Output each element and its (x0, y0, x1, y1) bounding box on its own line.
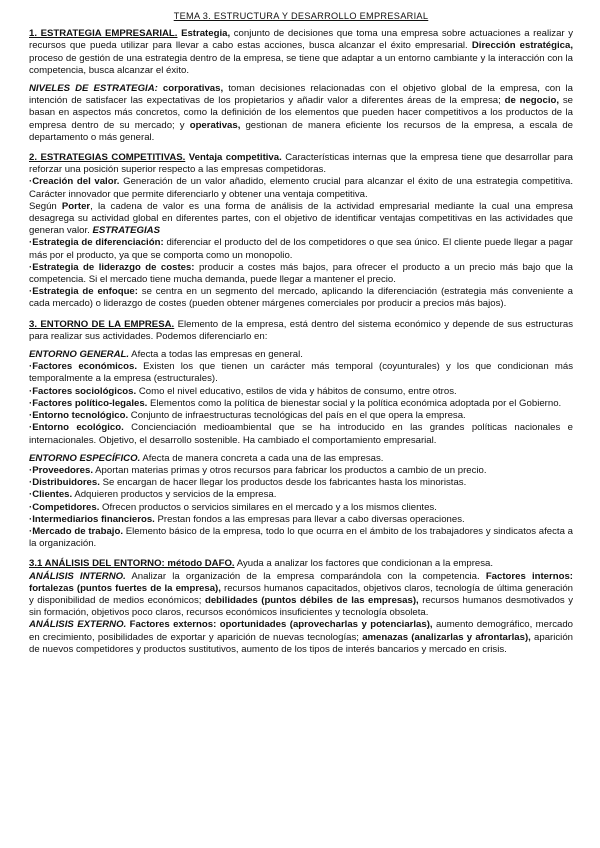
distribuidores-term: ·Distribuidores. (29, 477, 100, 489)
direccion-definition: proceso de gestión de una estrategia dentro de la empresa, se tiene que adaptar a un entorno cambiante y la interacción con la competencia, busca alcanzar el éxito. (29, 52, 573, 76)
porter-prefix: Según (29, 200, 62, 212)
diferenciacion-definition: diferenciar el producto del de los competidores o que sea único. El cliente puede llegar a pagar más por el producto, ya que se comporta como un monopolio. (29, 237, 573, 261)
tecnologico-definition: Conjunto de infraestructuras tecnológicas del país en el que opera la empresa. (128, 410, 466, 422)
porter-paragraph (29, 201, 573, 238)
s31-paragraph (29, 558, 573, 570)
diferenciacion-term: ·Estrategia de diferenciación: (29, 237, 164, 249)
tecnologico-term: ·Entorno tecnológico. (29, 410, 129, 422)
document-title: TEMA 3. ESTRUCTURA Y DESARROLLO EMPRESARIAL (173, 11, 429, 21)
s2-paragraph (29, 152, 573, 176)
analisis-externo-term: ANÁLISIS EXTERNO. (29, 619, 127, 631)
estrategias-term: ESTRATEGIAS (92, 225, 161, 237)
negocio-definition: se basan en aspectos más concretos, como la definición de los elementos que pueden hacer competitivos a los productos de la empresa dentro de su mercado; y (29, 95, 573, 131)
factores-internos-term: Factores internos: fortalezas (puntos fuertes de la empresa), (29, 570, 574, 594)
economicos-definition: Existen los que tienen un carácter más temporal (coyunturales) y los que condicionan más temporalmente a la empresa (estructurales). (29, 361, 574, 385)
proveedores-definition: Aportan materias primas y otros recursos para fabricar los productos a cambio de un precio. (93, 464, 487, 476)
distribuidores-definition: Se encargan de hacer llegar los productos desde los fabricantes hasta los minoristas. (99, 477, 467, 489)
distribuidores-paragraph (29, 477, 573, 489)
porter-definition: , la cadena de valor es una forma de análisis de la actividad empresarial mediante la cual una empresa desagrega su actividad global en diferentes partes, con el objetivo de identificar ventajas competitivas en las actividades que generan valor. (29, 200, 573, 237)
analisis-externo-paragraph (29, 619, 573, 656)
proveedores-paragraph (29, 465, 573, 477)
clientes-paragraph (29, 489, 573, 501)
intermediarios-definition: Prestan fondos a las empresas para llevar a cabo diversas operaciones. (154, 513, 465, 525)
debilidades-term: debilidades (puntos débiles de las empresas), (204, 594, 419, 606)
s3-paragraph (29, 319, 573, 343)
operativas-term: operativas, (189, 119, 241, 131)
politico-legales-term: ·Factores político-legales. (29, 397, 148, 409)
creacion-definition: Generación de un valor añadido, elemento crucial para alcanzar el éxito de una estrategia competitiva. Carácter innovador que permite diferenciarlo y obtener una ventaja competitiva. (29, 176, 573, 200)
porter-term: Porter (61, 200, 91, 212)
factores-externos-term: Factores externos: oportunidades (aprovecharlas y potenciarlas), (126, 619, 433, 631)
amenazas-term: amenazas (analizarlas y afrontarlas), (362, 631, 531, 643)
mercado-trabajo-definition: Elemento básico de la empresa, todo lo que ocurra en el ámbito de los trabajadores y sindicatos afecta a la organización. (29, 525, 573, 550)
ventaja-term: Ventaja competitiva. (185, 152, 282, 164)
sociologicos-paragraph (29, 386, 573, 398)
sociologicos-term: ·Factores sociológicos. (29, 385, 137, 397)
amenazas-definition: aparición de nuevos competidores y productos sustitutivos, aumento de los tipos de interés bancarios y mercado en crisis. (29, 631, 573, 655)
s3-intro: Elemento de la empresa, está dentro del sistema económico y depende de sus estructuras para realizar sus actividades. Podemos diferenciarlo en: (29, 318, 574, 342)
entorno-especifico-definition: Afecta de manera concreta a cada una de las empresas. (140, 452, 384, 464)
s31-intro: Ayuda a analizar los factores que condicionan a la empresa. (234, 558, 494, 570)
analisis-interno-term: ANÁLISIS INTERNO. (29, 570, 126, 582)
negocio-term: de negocio, (504, 95, 560, 107)
sociologicos-definition: Como el nivel educativo, estilos de vida y hábitos de consumo, entre otros. (136, 385, 457, 397)
liderazgo-term: ·Estrategia de liderazgo de costes: (29, 261, 195, 273)
clientes-definition: Adquieren productos y servicios de la empresa. (72, 489, 277, 501)
s2-heading: 2. ESTRATEGIAS COMPETITIVAS. (29, 152, 186, 164)
enfoque-term: ·Estrategia de enfoque: (29, 286, 138, 298)
economicos-paragraph (29, 361, 573, 385)
analisis-interno-paragraph (29, 571, 573, 620)
enfoque-paragraph (29, 286, 573, 310)
competidores-definition: Ofrecen productos o servicios similares en el mercado y a los mismos clientes. (99, 501, 437, 513)
ecologico-definition: Concienciación medioambiental que se ha introducido en las grandes políticas nacionales e internacionales. Objetivo, el desarrollo sostenible. Ha cambiado el comportamiento empresarial. (29, 422, 573, 446)
entorno-especifico-paragraph (29, 453, 573, 465)
economicos-term: ·Factores económicos. (29, 361, 137, 373)
corporativas-definition: toman decisiones relacionadas con el objetivo global de la empresa, con la intención de satisfacer las expectativas de los propietarios y añadir valor a diferentes áreas de la empresa; (29, 83, 573, 107)
analisis-interno-definition: Analizar la organización de la empresa comparándola con la competencia. (125, 570, 486, 582)
clientes-term: ·Clientes. (29, 489, 73, 501)
oportunidades-definition: aumento demográfico, mercado en crecimiento, posibilidades de exportar y aparición de nuevas tecnologías; (29, 619, 573, 643)
ecologico-term: ·Entorno ecológico. (29, 422, 124, 434)
operativas-definition: gestionan de manera eficiente los recursos de la empresa, a escala de departamento o más general. (29, 119, 573, 143)
fortalezas-definition: recursos humanos capacitados, objetivos claros, tecnología de última generación y disponibilidad de medios económicos; (29, 582, 573, 606)
estrategia-definition: conjunto de decisiones que toma una empresa sobre actuaciones a realizar y recursos que pueda utilizar para llevar a cabo estas acciones, busca alcanzar el éxito empresarial. (29, 28, 574, 52)
niveles-term: NIVELES DE ESTRATEGIA: (29, 83, 158, 95)
politico-legales-paragraph (29, 398, 573, 410)
entorno-general-definition: Afecta a todas las empresas en general. (129, 349, 303, 361)
s31-heading: 3.1 ANÁLISIS DEL ENTORNO: método DAFO. (29, 558, 235, 570)
creacion-term: ·Creación del valor. (29, 176, 120, 188)
intermediarios-paragraph (29, 514, 573, 526)
corporativas-term: corporativas, (157, 83, 224, 95)
competidores-term: ·Competidores. (29, 501, 100, 513)
liderazgo-paragraph (29, 262, 573, 286)
estrategia-term: Estrategia, (181, 28, 231, 40)
tecnologico-paragraph (29, 410, 573, 422)
creacion-paragraph (29, 176, 573, 200)
liderazgo-definition: producir a costes más bajos, para ofrecer el producto a un precio más bajo que la competencia. Si el mercado tiene mucha demanda, puede llegar a mantener el precio. (29, 261, 573, 286)
politico-legales-definition: Elementos como la política de bienestar social y la política económica adoptada por el Gobierno. (147, 397, 562, 409)
s1-heading: 1. ESTRATEGIA EMPRESARIAL. (29, 28, 178, 40)
ecologico-paragraph (29, 422, 573, 446)
s1-paragraph (29, 28, 573, 77)
entorno-especifico-term: ENTORNO ESPECÍFICO. (29, 452, 141, 464)
s3-heading: 3. ENTORNO DE LA EMPRESA. (29, 318, 175, 330)
entorno-general-term: ENTORNO GENERAL. (29, 349, 130, 361)
niveles-paragraph (29, 83, 573, 144)
ventaja-definition: Características internas que la empresa tiene que desarrollar para reforzar una posición superior respecto a las empresas competidoras. (29, 152, 573, 176)
debilidades-definition: recursos humanos desmotivados y sin formación, objetivos poco claros, recursos económicos insuficientes y tecnología obsoleta. (29, 594, 574, 619)
diferenciacion-paragraph (29, 237, 573, 261)
competidores-paragraph (29, 502, 573, 514)
direccion-term: Dirección estratégica, (471, 40, 573, 52)
proveedores-term: ·Proveedores. (29, 464, 93, 476)
entorno-general-paragraph (29, 349, 573, 361)
mercado-trabajo-paragraph (29, 526, 573, 550)
mercado-trabajo-term: ·Mercado de trabajo. (29, 525, 123, 537)
intermediarios-term: ·Intermediarios financieros. (29, 513, 155, 525)
enfoque-definition: se centra en un segmento del mercado, aplicando la diferenciación (estrategia más conveniente a cada mercado) o liderazgo de costes (pueden obtener márgenes comerciales por producir a precios más bajos). (29, 286, 573, 310)
